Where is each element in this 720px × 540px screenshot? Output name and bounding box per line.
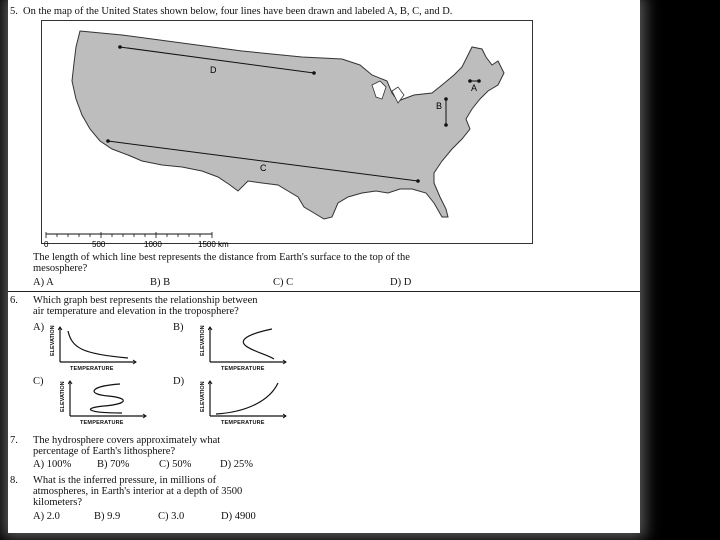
graph-c-label[interactable]: C) [33, 376, 44, 387]
graph-b-y-axis: ELEVATION [200, 325, 206, 356]
graph-a-x-axis: TEMPERATURE [70, 366, 114, 372]
us-outline [72, 31, 504, 219]
graph-c-y-axis: ELEVATION [60, 381, 66, 412]
line-a-label: A [471, 83, 478, 93]
q6-line1: Which graph best represents the relationship between [33, 295, 258, 306]
graph-a-y-axis: ELEVATION [50, 325, 56, 356]
q5-option-a[interactable]: A) A [33, 277, 54, 288]
graph-b-x-axis: TEMPERATURE [221, 366, 265, 372]
q7-option-b[interactable]: B) 70% [97, 459, 130, 470]
graph-d-label[interactable]: D) [173, 376, 185, 387]
q6-line2: air temperature and elevation in the troposphere? [33, 306, 239, 317]
us-map [41, 20, 533, 244]
graph-d-y-axis: ELEVATION [200, 381, 206, 412]
q8-line1: What is the inferred pressure, in millions of [33, 475, 217, 486]
graph-d-x-axis: TEMPERATURE [221, 420, 265, 426]
q5-question-line2: mesosphere? [33, 263, 88, 274]
scale-tick-1000: 1000 [144, 240, 162, 249]
q8-line2: atmospheres, in Earth's interior at a depth of 3500 [33, 486, 243, 497]
q5-question-line1: The length of which line best represents the distance from Earth's surface to the top of the [33, 252, 410, 263]
graph-c [68, 380, 150, 420]
scale-tick-1500: 1500 km [198, 240, 229, 249]
section-divider [8, 291, 640, 292]
graph-c-x-axis: TEMPERATURE [80, 420, 124, 426]
q5-option-c[interactable]: C) C [273, 277, 294, 288]
q6-number: 6. [10, 295, 18, 306]
us-map-drawing [42, 21, 532, 243]
graph-d [208, 380, 290, 420]
q8-number: 8. [10, 475, 18, 486]
q7-line2: percentage of Earth's lithosphere? [33, 446, 176, 457]
graph-b [208, 326, 290, 366]
q7-option-d[interactable]: D) 25% [220, 459, 253, 470]
q7-option-a[interactable]: A) 100% [33, 459, 72, 470]
worksheet-page [8, 0, 640, 533]
line-c-label: C [260, 163, 267, 173]
scale-tick-0: 0 [44, 240, 49, 249]
q7-number: 7. [10, 435, 18, 446]
q8-line3: kilometers? [33, 497, 82, 508]
q5-option-b[interactable]: B) B [150, 277, 171, 288]
graph-a-label[interactable]: A) [33, 322, 45, 333]
line-b-label: B [436, 101, 443, 111]
q7-line1: The hydrosphere covers approximately what [33, 435, 221, 446]
graph-a [58, 326, 140, 366]
q5-prompt: On the map of the United States shown below, four lines have been drawn and labeled A, B, C, and D. [23, 6, 453, 17]
q8-option-a[interactable]: A) 2.0 [33, 511, 60, 522]
q7-option-c[interactable]: C) 50% [159, 459, 192, 470]
graph-b-label[interactable]: B) [173, 322, 184, 333]
q8-option-b[interactable]: B) 9.9 [94, 511, 121, 522]
q8-option-d[interactable]: D) 4900 [221, 511, 256, 522]
scale-tick-500: 500 [92, 240, 106, 249]
q5-number: 5. [10, 6, 18, 17]
q8-option-c[interactable]: C) 3.0 [158, 511, 185, 522]
q5-option-d[interactable]: D) D [390, 277, 412, 288]
line-d-label: D [210, 65, 217, 75]
